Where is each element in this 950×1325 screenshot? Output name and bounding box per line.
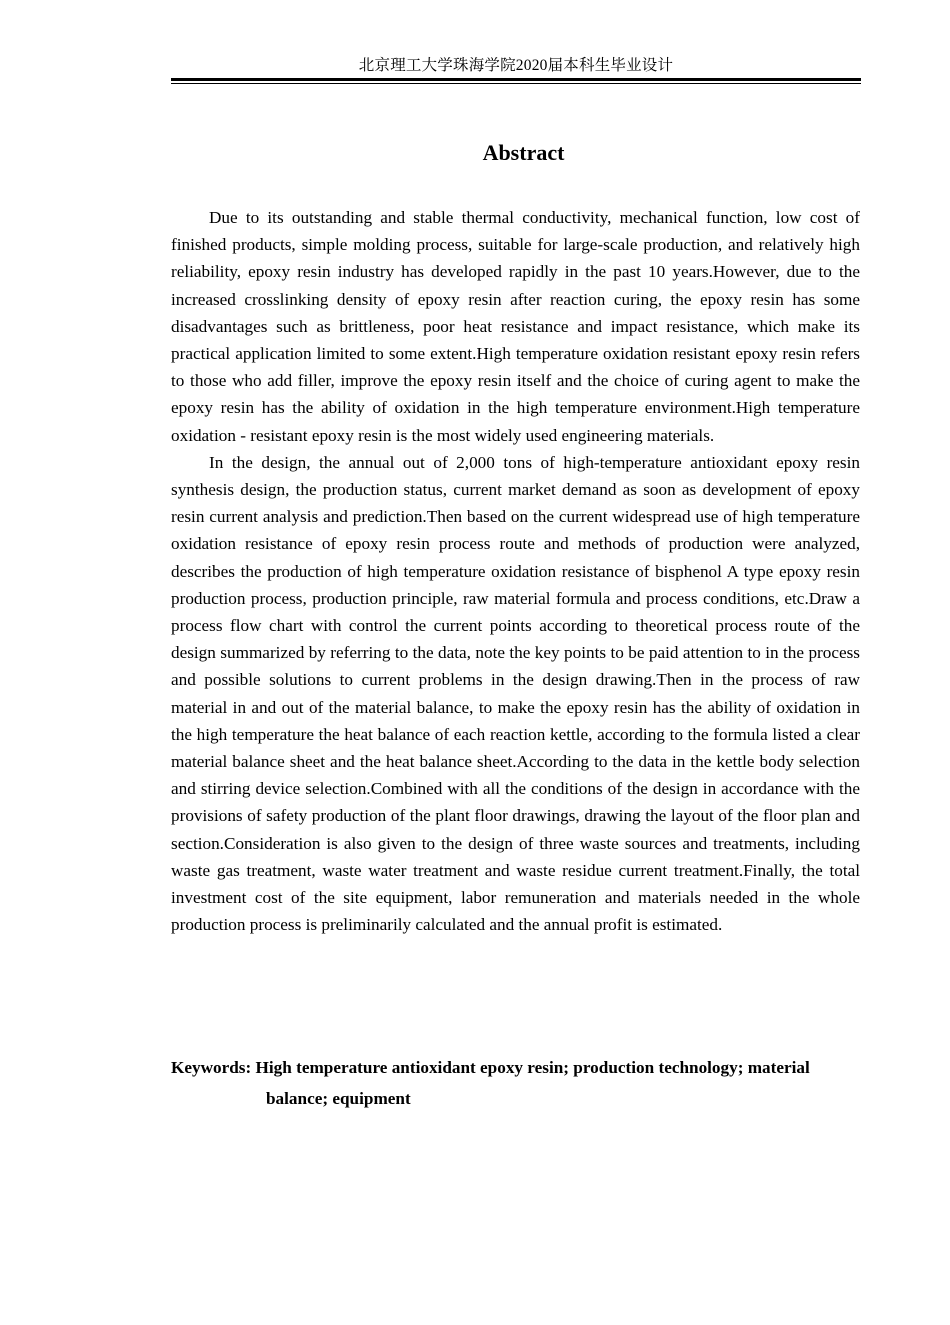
header-rule-thick [171,78,861,81]
keywords-text: High temperature antioxidant epoxy resin; production technology; material balance; equipment [255,1058,810,1108]
header-text: 北京理工大学珠海学院2020届本科生毕业设计 [358,57,674,74]
keywords [171,1052,860,1114]
abstract-body [171,204,860,938]
abstract-title: Abstract [482,140,565,165]
abstract-paragraph-2: In the design, the annual out of 2,000 tons of high-temperature antioxidant epoxy resin synthesis design, the production status, current market demand as soon as development of epoxy resin current analysis and prediction.Then based on the current widespread use of high temperature oxidation resistance of epoxy resin process route and methods of production were analyzed, describes the production of high temperature oxidation resistance of bisphenol A type epoxy resin production process, production principle, raw material formula and process conditions, etc.Draw a process flow chart with control the current points according to theoretical process route of the design summarized by referring to the data, note the key points to be paid attention to in the process and possible solutions to current problems in the design drawing.Then in the process of raw material in and out of the material balance, to make the epoxy resin has the ability of oxidation in the high temperature the heat balance of each reaction kettle, according to the formula listed a clear material balance sheet and the heat balance sheet.According to the data in the kettle body selection and stirring device selection.Combined with all the conditions of the design in accordance with the provisions of safety production of the plant floor drawings, drawing the layout of the floor plan and section.Consideration is also given to the design of three waste sources and treatments, including waste gas treatment, waste water treatment and waste residue current treatment.Finally, the total investment cost of the site equipment, labor remuneration and materials needed in the whole production process is preliminarily calculated and the annual profit is estimated. [171,452,860,935]
abstract-paragraph-1: Due to its outstanding and stable thermal conductivity, mechanical function, low cost of finished products, simple molding process, suitable for large-scale production, and relatively high reliability, epoxy resin industry has developed rapidly in the past 10 years.However, due to the increased crosslinking density of epoxy resin after reaction curing, the epoxy resin has some disadvantages such as brittleness, poor heat resistance and impact resistance, which make its practical application limited to some extent.High temperature oxidation resistant epoxy resin refers to those who add filler, improve the epoxy resin itself and the choice of curing agent to make the epoxy resin has the ability of oxidation in the high temperature environment.High temperature oxidation - resistant epoxy resin is the most widely used engineering materials. [171,208,860,445]
keywords-label: Keywords: [171,1058,252,1077]
header-rule-thin [171,83,861,84]
page-header [171,56,861,82]
